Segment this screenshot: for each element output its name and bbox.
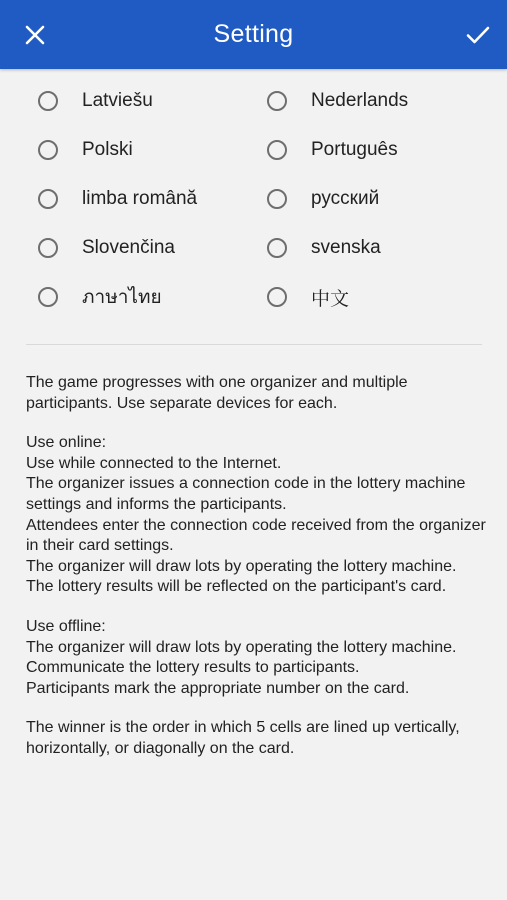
radio-button[interactable]: [267, 140, 287, 160]
intro-paragraph: The game progresses with one organizer and multiple participants. Use separate devices for each.: [26, 374, 408, 412]
language-label: русский: [311, 188, 380, 209]
radio-button[interactable]: [267, 91, 287, 111]
language-option-slovencina[interactable]: [38, 225, 175, 271]
instructions-text: [26, 373, 486, 779]
page-title: Setting: [213, 20, 294, 48]
language-option-svenska[interactable]: [267, 225, 381, 271]
language-option-russian[interactable]: [267, 176, 379, 222]
radio-button[interactable]: [267, 189, 287, 209]
winner-paragraph: The winner is the order in which 5 cells are lined up vertically, horizontally, or diagonally on the card.: [26, 719, 460, 757]
language-label: Nederlands: [311, 90, 409, 111]
offline-paragraph: Use offline: The organizer will draw lots by operating the lottery machine. Communicate the lottery results to participants. Participants mark the appropriate number on the card.: [26, 617, 457, 697]
language-option-portugues[interactable]: [267, 127, 398, 173]
radio-button[interactable]: [38, 287, 58, 307]
language-option-thai[interactable]: [38, 274, 162, 320]
radio-button[interactable]: [38, 238, 58, 258]
language-label: Slovenčina: [82, 237, 175, 258]
radio-button[interactable]: [38, 91, 58, 111]
language-option-chinese[interactable]: [267, 274, 349, 320]
radio-button[interactable]: [267, 238, 287, 258]
language-label: 中文: [311, 288, 350, 310]
language-label: limba română: [82, 188, 198, 209]
language-label: Polski: [82, 139, 133, 160]
language-label: ภาษาไทย: [82, 287, 162, 308]
language-option-latviesu[interactable]: [38, 78, 153, 124]
language-label: svenska: [311, 237, 381, 258]
online-paragraph: Use online: Use while connected to the Internet. The organizer issues a connection code in the lottery machine settings and informs the participants. Attendees enter the connection code received from the organizer in their card settings. The organizer will draw lots by operating the lottery machine. The lottery results will be reflected on the participant's card.: [26, 434, 486, 596]
radio-button[interactable]: [38, 189, 58, 209]
confirm-button[interactable]: [457, 14, 499, 56]
checkmark-icon: [465, 24, 491, 46]
language-label: Latviešu: [82, 90, 153, 111]
radio-button[interactable]: [38, 140, 58, 160]
language-option-nederlands[interactable]: [267, 78, 408, 124]
app-header: [0, 0, 507, 69]
section-divider: [26, 344, 482, 345]
radio-button[interactable]: [267, 287, 287, 307]
language-option-polski[interactable]: [38, 127, 133, 173]
language-option-romana[interactable]: [38, 176, 197, 222]
language-label: Português: [311, 139, 398, 160]
